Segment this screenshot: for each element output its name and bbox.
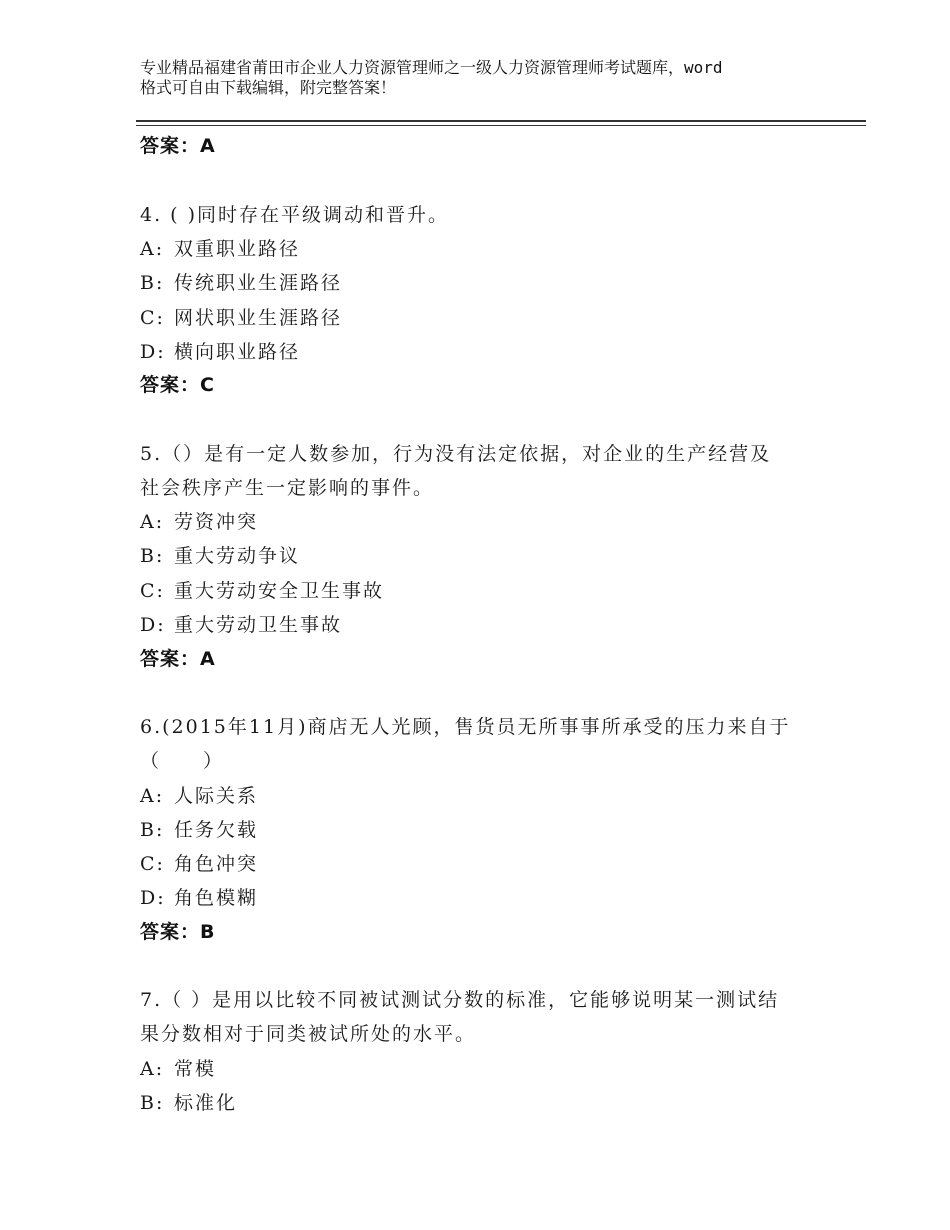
option-c [140,576,384,603]
option-text: 常模 [174,1058,217,1080]
page-header [140,58,840,98]
option-text: 人际关系 [174,785,259,807]
answer-label: 答案：C [140,374,215,396]
option-text: 重大劳动安全卫生事故 [174,580,385,602]
header-line-1: 专业精品福建省莆田市企业人力资源管理师之一级人力资源管理师考试题库，word [140,58,723,77]
option-key: A: [140,1058,165,1080]
option-key: C: [140,580,165,602]
option-key: A: [140,785,165,807]
question-stem: 7.（ ）是用以比较不同被试测试分数的标准，它能够说明某一测试结 [140,989,780,1011]
option-key: A: [140,511,165,533]
answer-label: 答案：A [140,648,216,670]
option-text: 任务欠载 [174,819,259,841]
question-stem: 5.（）是有一定人数参加，行为没有法定依据，对企业的生产经营及 [140,443,772,465]
header-divider-thin [136,125,866,126]
header-line-2: 格式可自由下载编辑，附完整答案！ [140,78,397,97]
question-stem: 6.(2015年11月)商店无人光顾，售货员无所事事所承受的压力来自于 [140,716,791,738]
option-d [140,337,300,364]
option-text: 角色模糊 [174,887,259,909]
option-d [140,610,342,637]
option-key: B: [140,819,165,841]
question-stem-cont: 果分数相对于同类被试所处的水平。 [140,1023,477,1045]
option-text: 网状职业生涯路径 [174,307,343,329]
option-text: 横向职业路径 [174,341,301,363]
option-key: D: [140,614,166,636]
option-a [140,1054,216,1081]
option-text: 劳资冲突 [174,511,259,533]
option-key: D: [140,341,166,363]
option-b [140,268,342,295]
option-text: 角色冲突 [174,853,259,875]
question-stem-cont: （ ） [140,750,225,772]
option-key: A: [140,238,165,260]
option-key: D: [140,887,166,909]
question-stem: 4. ( )同时存在平级调动和晋升。 [140,204,450,226]
option-text: 标准化 [174,1092,238,1114]
option-b [140,541,300,568]
option-text: 重大劳动争议 [174,545,301,567]
option-a [140,507,258,534]
option-key: B: [140,545,165,567]
option-key: B: [140,272,165,294]
answer-label: 答案：B [140,921,216,943]
question-stem-cont: 社会秩序产生一定影响的事件。 [140,477,435,499]
header-divider [136,120,866,122]
option-a [140,781,258,808]
option-key: C: [140,307,165,329]
answer-label: 答案：A [140,135,216,157]
option-a [140,234,300,261]
option-key: B: [140,1092,165,1114]
option-c [140,849,258,876]
option-b [140,1088,237,1115]
option-c [140,303,342,330]
option-text: 传统职业生涯路径 [174,272,343,294]
option-text: 双重职业路径 [174,238,301,260]
option-b [140,815,258,842]
option-text: 重大劳动卫生事故 [174,614,343,636]
option-key: C: [140,853,165,875]
option-d [140,883,258,910]
